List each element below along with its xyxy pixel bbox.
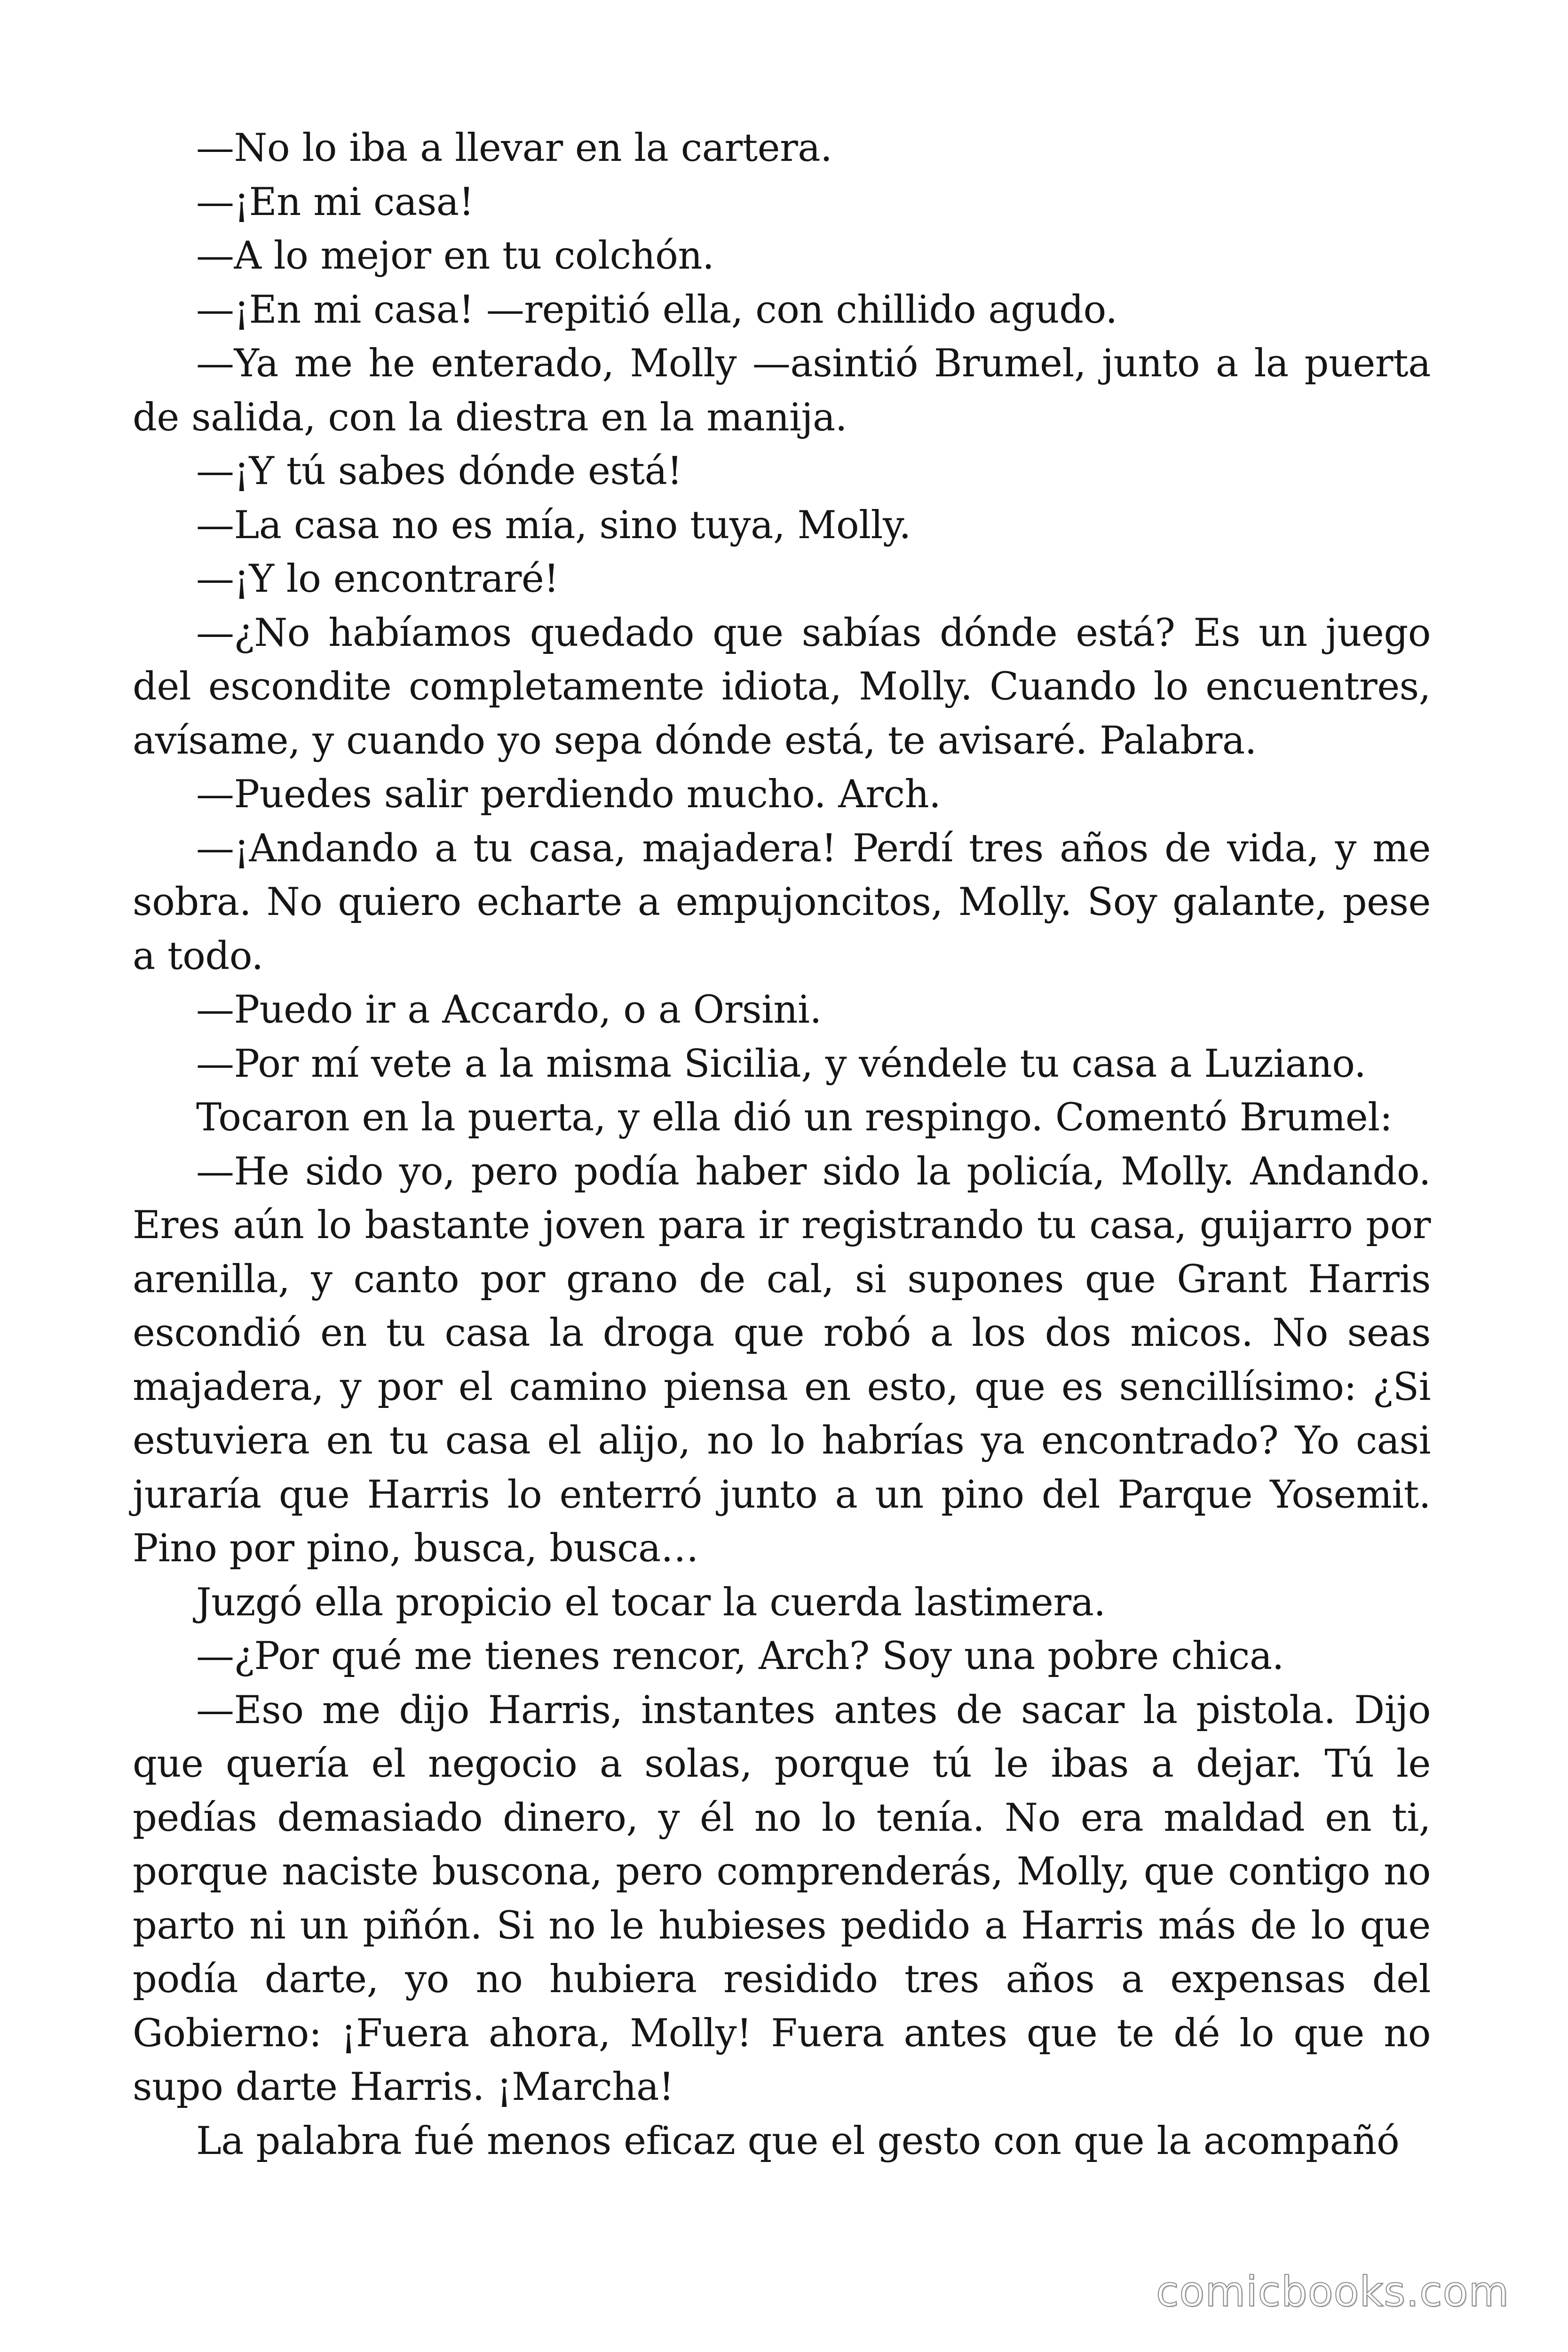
paragraph-2: —¡En mi casa!	[196, 180, 474, 224]
paragraph-8: —¡Y lo encontraré!	[196, 557, 559, 601]
paragraph-7: —La casa no es mía, sino tuya, Molly.	[196, 503, 911, 548]
paragraph-15: —He sido yo, pero podía haber sido la policía, Molly. Andando. Eres aún lo bastante joven para ir registrando tu casa, guijarro por arenilla, y canto por grano de cal, si supones que Grant Harris escondió en tu casa la droga que robó a los dos micos. No seas majadera, y por el camino piensa en esto, que es sencillísimo: ¿Si estuviera en tu casa el alijo, no lo habrías ya encontrado? Yo casi juraría que Harris lo enterró junto a un pino del Parque Yosemit. Pino por pino, busca, busca…	[133, 1149, 1431, 1571]
paragraph-11: —¡Andando a tu casa, majadera! Perdí tres años de vida, y me sobra. No quiero echarte a empujoncitos, Molly. Soy galante, pese a todo.	[133, 826, 1431, 978]
paragraph-17: —¿Por qué me tienes rencor, Arch? Soy una pobre chica.	[196, 1634, 1284, 1678]
paragraph-14: Tocaron en la puerta, y ella dió un respingo. Comentó Brumel:	[196, 1096, 1393, 1140]
paragraph-9: —¿No habíamos quedado que sabías dónde está? Es un juego del escondite completamente idiota, Molly. Cuando lo encuentres, avísame, y cuando yo sepa dónde está, te avisaré. Palabra.	[133, 611, 1431, 763]
paragraph-4: —¡En mi casa! —repitió ella, con chillido agudo.	[196, 287, 1117, 332]
document-body	[133, 121, 1431, 2168]
paragraph-12: —Puedo ir a Accardo, o a Orsini.	[196, 988, 822, 1032]
watermark: comicbooks.com	[1156, 2267, 1510, 2316]
paragraph-19: La palabra fué menos eficaz que el gesto con que la acompañó	[196, 2119, 1400, 2163]
paragraph-13: —Por mí vete a la misma Sicilia, y véndele tu casa a Luziano.	[196, 1041, 1366, 1086]
paragraph-3: —A lo mejor en tu colchón.	[196, 234, 714, 278]
paragraph-6: —¡Y tú sabes dónde está!	[196, 449, 682, 493]
paragraph-5: —Ya me he enterado, Molly —asintió Brumel, junto a la puerta de salida, con la diestra en la manija.	[133, 342, 1431, 440]
paragraph-18: —Eso me dijo Harris, instantes antes de sacar la pistola. Dijo que quería el negocio a solas, porque tú le ibas a dejar. Tú le pedías demasiado dinero, y él no lo tenía. No era maldad en ti, porque naciste buscona, pero comprenderás, Molly, que contigo no parto ni un piñón. Si no le hubieses pedido a Harris más de lo que podía darte, yo no hubiera residido tres años a expensas del Gobierno: ¡Fuera ahora, Molly! Fuera antes que te dé lo que no supo darte Harris. ¡Marcha!	[133, 1688, 1431, 2109]
paragraph-16: Juzgó ella propicio el tocar la cuerda lastimera.	[196, 1580, 1106, 1625]
paragraph-1: —No lo iba a llevar en la cartera.	[196, 126, 832, 170]
paragraph-10: —Puedes salir perdiendo mucho. Arch.	[196, 772, 941, 817]
